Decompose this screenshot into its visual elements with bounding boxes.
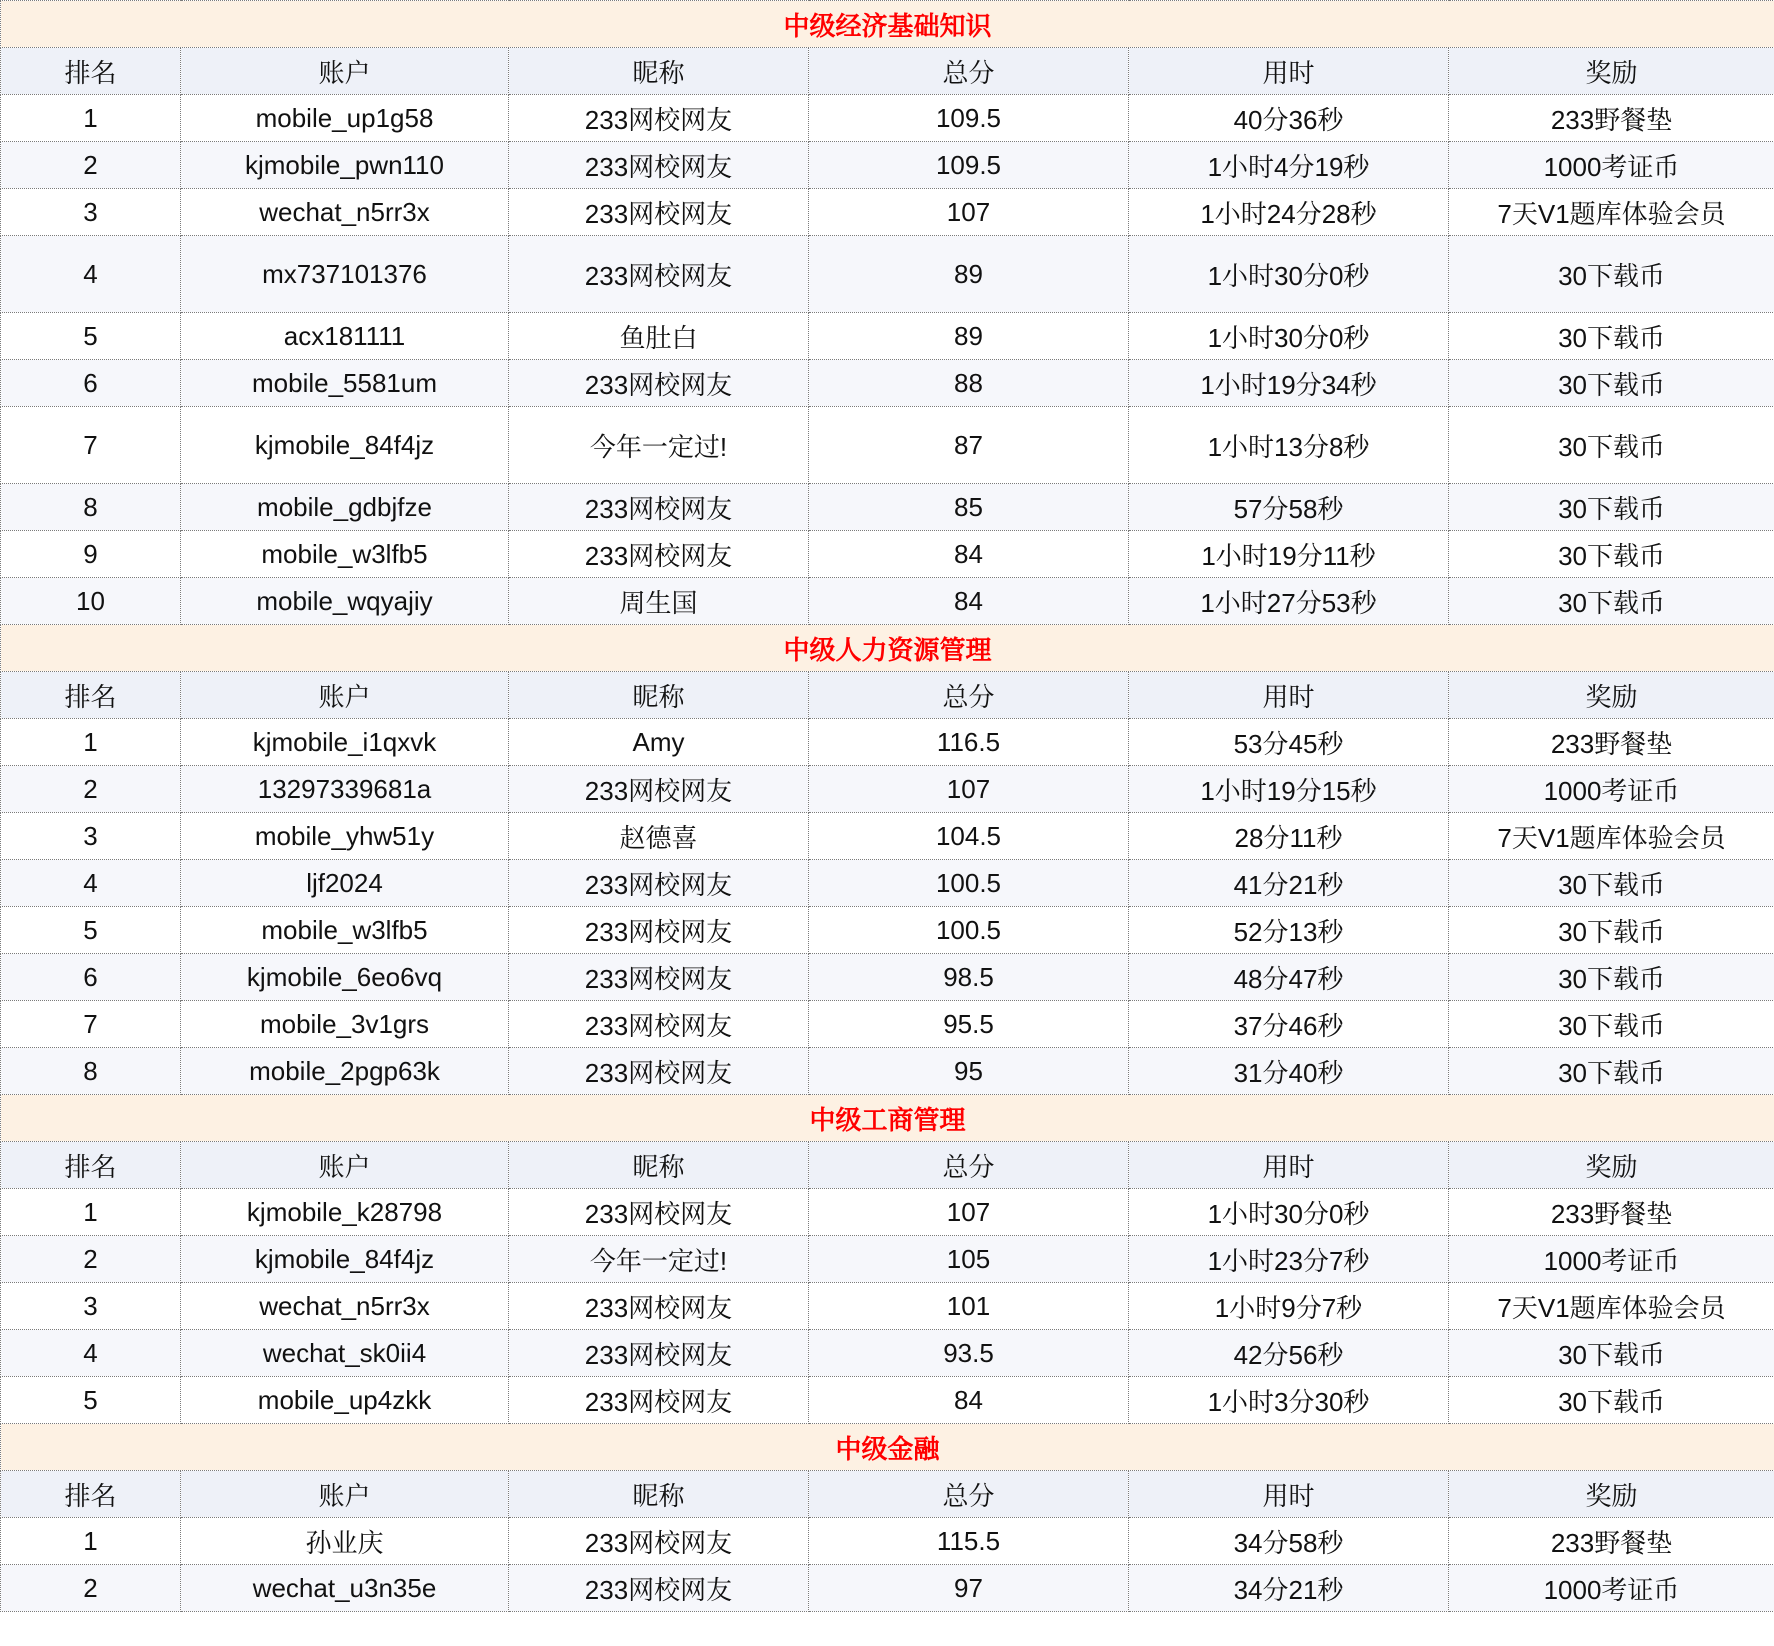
cell-score: 95.5: [809, 1001, 1129, 1048]
column-header-rank: 排名: [1, 48, 181, 95]
cell-reward: 30下载币: [1449, 578, 1774, 625]
cell-time: 34分21秒: [1129, 1565, 1449, 1612]
cell-rank: 3: [1, 189, 181, 236]
column-header-row: [1, 1142, 1774, 1189]
cell-time: 40分36秒: [1129, 95, 1449, 142]
cell-nickname: 233网校网友: [509, 860, 809, 907]
cell-time: 1小时30分0秒: [1129, 313, 1449, 360]
table-row: [1, 1377, 1774, 1424]
cell-reward: 30下载币: [1449, 954, 1774, 1001]
cell-score: 107: [809, 189, 1129, 236]
cell-time: 31分40秒: [1129, 1048, 1449, 1095]
column-header-reward: 奖励: [1449, 1471, 1774, 1518]
cell-account: ljf2024: [181, 860, 509, 907]
table-row: [1, 95, 1774, 142]
cell-account: wechat_u3n35e: [181, 1565, 509, 1612]
cell-reward: 7天V1题库体验会员: [1449, 813, 1774, 860]
cell-nickname: 鱼肚白: [509, 313, 809, 360]
cell-account: 孙业庆: [181, 1518, 509, 1565]
cell-score: 84: [809, 1377, 1129, 1424]
column-header-score: 总分: [809, 1142, 1129, 1189]
cell-nickname: 233网校网友: [509, 1330, 809, 1377]
cell-rank: 4: [1, 1330, 181, 1377]
cell-reward: 233野餐垫: [1449, 1189, 1774, 1236]
cell-reward: 30下载币: [1449, 860, 1774, 907]
cell-reward: 30下载币: [1449, 236, 1774, 313]
cell-time: 1小时30分0秒: [1129, 1189, 1449, 1236]
column-header-account: 账户: [181, 48, 509, 95]
cell-nickname: 233网校网友: [509, 142, 809, 189]
cell-account: kjmobile_pwn110: [181, 142, 509, 189]
cell-rank: 10: [1, 578, 181, 625]
column-header-row: [1, 672, 1774, 719]
cell-reward: 7天V1题库体验会员: [1449, 189, 1774, 236]
cell-rank: 9: [1, 531, 181, 578]
cell-account: mobile_3v1grs: [181, 1001, 509, 1048]
cell-account: mx737101376: [181, 236, 509, 313]
table-row: [1, 1518, 1774, 1565]
column-header-score: 总分: [809, 48, 1129, 95]
cell-score: 107: [809, 1189, 1129, 1236]
cell-score: 100.5: [809, 860, 1129, 907]
cell-reward: 233野餐垫: [1449, 1518, 1774, 1565]
cell-rank: 5: [1, 313, 181, 360]
cell-reward: 30下载币: [1449, 313, 1774, 360]
cell-rank: 6: [1, 954, 181, 1001]
cell-score: 115.5: [809, 1518, 1129, 1565]
table-row: [1, 954, 1774, 1001]
cell-reward: 1000考证币: [1449, 1236, 1774, 1283]
cell-nickname: 今年一定过!: [509, 407, 809, 484]
table-row: [1, 1189, 1774, 1236]
cell-reward: 1000考证币: [1449, 1565, 1774, 1612]
column-header-account: 账户: [181, 1471, 509, 1518]
cell-account: mobile_wqyajiy: [181, 578, 509, 625]
cell-rank: 3: [1, 813, 181, 860]
section-title: 中级工商管理: [1, 1095, 1774, 1142]
cell-account: kjmobile_k28798: [181, 1189, 509, 1236]
cell-time: 1小时19分34秒: [1129, 360, 1449, 407]
cell-nickname: 233网校网友: [509, 1565, 809, 1612]
cell-nickname: 233网校网友: [509, 360, 809, 407]
table-row: [1, 189, 1774, 236]
column-header-account: 账户: [181, 672, 509, 719]
column-header-row: [1, 1471, 1774, 1518]
cell-score: 85: [809, 484, 1129, 531]
table-row: [1, 531, 1774, 578]
cell-time: 52分13秒: [1129, 907, 1449, 954]
cell-time: 48分47秒: [1129, 954, 1449, 1001]
cell-reward: 30下载币: [1449, 531, 1774, 578]
cell-rank: 8: [1, 1048, 181, 1095]
cell-rank: 2: [1, 1236, 181, 1283]
cell-account: wechat_sk0ii4: [181, 1330, 509, 1377]
section-title: 中级金融: [1, 1424, 1774, 1471]
cell-reward: 30下载币: [1449, 407, 1774, 484]
cell-nickname: 233网校网友: [509, 766, 809, 813]
cell-time: 41分21秒: [1129, 860, 1449, 907]
cell-reward: 1000考证币: [1449, 766, 1774, 813]
cell-nickname: 233网校网友: [509, 531, 809, 578]
column-header-score: 总分: [809, 1471, 1129, 1518]
column-header-time: 用时: [1129, 48, 1449, 95]
cell-score: 88: [809, 360, 1129, 407]
cell-account: mobile_2pgp63k: [181, 1048, 509, 1095]
cell-time: 34分58秒: [1129, 1518, 1449, 1565]
cell-account: wechat_n5rr3x: [181, 189, 509, 236]
cell-score: 95: [809, 1048, 1129, 1095]
cell-reward: 30下载币: [1449, 907, 1774, 954]
cell-nickname: 233网校网友: [509, 1189, 809, 1236]
cell-reward: 30下载币: [1449, 360, 1774, 407]
table-row: [1, 142, 1774, 189]
cell-nickname: 今年一定过!: [509, 1236, 809, 1283]
column-header-reward: 奖励: [1449, 1142, 1774, 1189]
cell-score: 109.5: [809, 95, 1129, 142]
cell-nickname: 赵德喜: [509, 813, 809, 860]
cell-reward: 30下载币: [1449, 484, 1774, 531]
section-title-row: [1, 1, 1774, 48]
cell-score: 98.5: [809, 954, 1129, 1001]
cell-nickname: 233网校网友: [509, 1283, 809, 1330]
cell-account: kjmobile_84f4jz: [181, 1236, 509, 1283]
cell-time: 1小时27分53秒: [1129, 578, 1449, 625]
section-title-row: [1, 1424, 1774, 1471]
cell-time: 57分58秒: [1129, 484, 1449, 531]
cell-time: 1小时19分15秒: [1129, 766, 1449, 813]
cell-reward: 30下载币: [1449, 1377, 1774, 1424]
column-header-time: 用时: [1129, 672, 1449, 719]
cell-score: 116.5: [809, 719, 1129, 766]
cell-nickname: 233网校网友: [509, 1001, 809, 1048]
cell-nickname: 233网校网友: [509, 484, 809, 531]
cell-time: 28分11秒: [1129, 813, 1449, 860]
cell-account: kjmobile_i1qxvk: [181, 719, 509, 766]
section-title: 中级经济基础知识: [1, 1, 1774, 48]
cell-rank: 7: [1, 407, 181, 484]
cell-score: 107: [809, 766, 1129, 813]
column-header-nickname: 昵称: [509, 1142, 809, 1189]
cell-rank: 4: [1, 860, 181, 907]
cell-account: acx181111: [181, 313, 509, 360]
cell-reward: 30下载币: [1449, 1001, 1774, 1048]
cell-account: mobile_yhw51y: [181, 813, 509, 860]
table-row: [1, 313, 1774, 360]
cell-time: 1小时30分0秒: [1129, 236, 1449, 313]
cell-rank: 1: [1, 1518, 181, 1565]
cell-time: 1小时4分19秒: [1129, 142, 1449, 189]
column-header-reward: 奖励: [1449, 48, 1774, 95]
table-row: [1, 1283, 1774, 1330]
table-row: [1, 813, 1774, 860]
cell-account: mobile_gdbjfze: [181, 484, 509, 531]
cell-nickname: 233网校网友: [509, 1518, 809, 1565]
cell-nickname: 233网校网友: [509, 236, 809, 313]
section-title-row: [1, 625, 1774, 672]
table-row: [1, 407, 1774, 484]
column-header-reward: 奖励: [1449, 672, 1774, 719]
column-header-nickname: 昵称: [509, 48, 809, 95]
cell-time: 53分45秒: [1129, 719, 1449, 766]
cell-time: 1小时13分8秒: [1129, 407, 1449, 484]
cell-score: 89: [809, 236, 1129, 313]
cell-nickname: 233网校网友: [509, 95, 809, 142]
table-row: [1, 860, 1774, 907]
cell-reward: 233野餐垫: [1449, 719, 1774, 766]
table-row: [1, 719, 1774, 766]
cell-time: 1小时24分28秒: [1129, 189, 1449, 236]
cell-time: 1小时9分7秒: [1129, 1283, 1449, 1330]
cell-account: mobile_up1g58: [181, 95, 509, 142]
cell-rank: 2: [1, 1565, 181, 1612]
cell-nickname: 233网校网友: [509, 189, 809, 236]
cell-rank: 2: [1, 142, 181, 189]
cell-account: mobile_up4zkk: [181, 1377, 509, 1424]
cell-score: 93.5: [809, 1330, 1129, 1377]
cell-nickname: 233网校网友: [509, 1048, 809, 1095]
column-header-time: 用时: [1129, 1471, 1449, 1518]
cell-time: 37分46秒: [1129, 1001, 1449, 1048]
cell-account: kjmobile_84f4jz: [181, 407, 509, 484]
cell-score: 104.5: [809, 813, 1129, 860]
cell-nickname: 周生国: [509, 578, 809, 625]
cell-score: 84: [809, 531, 1129, 578]
cell-score: 97: [809, 1565, 1129, 1612]
cell-reward: 30下载币: [1449, 1048, 1774, 1095]
cell-nickname: 233网校网友: [509, 907, 809, 954]
cell-rank: 5: [1, 1377, 181, 1424]
table-row: [1, 484, 1774, 531]
column-header-score: 总分: [809, 672, 1129, 719]
section-title-row: [1, 1095, 1774, 1142]
cell-account: 13297339681a: [181, 766, 509, 813]
cell-rank: 5: [1, 907, 181, 954]
cell-reward: 1000考证币: [1449, 142, 1774, 189]
table-row: [1, 766, 1774, 813]
cell-time: 1小时3分30秒: [1129, 1377, 1449, 1424]
column-header-nickname: 昵称: [509, 672, 809, 719]
cell-rank: 4: [1, 236, 181, 313]
column-header-nickname: 昵称: [509, 1471, 809, 1518]
table-row: [1, 1001, 1774, 1048]
cell-score: 84: [809, 578, 1129, 625]
cell-score: 100.5: [809, 907, 1129, 954]
cell-score: 89: [809, 313, 1129, 360]
cell-nickname: 233网校网友: [509, 954, 809, 1001]
table-row: [1, 1048, 1774, 1095]
table-row: [1, 1565, 1774, 1612]
column-header-rank: 排名: [1, 1142, 181, 1189]
cell-reward: 7天V1题库体验会员: [1449, 1283, 1774, 1330]
cell-score: 105: [809, 1236, 1129, 1283]
table-row: [1, 578, 1774, 625]
column-header-rank: 排名: [1, 1471, 181, 1518]
cell-account: mobile_w3lfb5: [181, 907, 509, 954]
cell-account: kjmobile_6eo6vq: [181, 954, 509, 1001]
cell-rank: 7: [1, 1001, 181, 1048]
column-header-account: 账户: [181, 1142, 509, 1189]
cell-nickname: Amy: [509, 719, 809, 766]
cell-rank: 1: [1, 1189, 181, 1236]
column-header-rank: 排名: [1, 672, 181, 719]
cell-rank: 8: [1, 484, 181, 531]
column-header-time: 用时: [1129, 1142, 1449, 1189]
cell-score: 109.5: [809, 142, 1129, 189]
cell-rank: 2: [1, 766, 181, 813]
cell-account: wechat_n5rr3x: [181, 1283, 509, 1330]
cell-score: 101: [809, 1283, 1129, 1330]
table-row: [1, 1330, 1774, 1377]
cell-account: mobile_5581um: [181, 360, 509, 407]
cell-nickname: 233网校网友: [509, 1377, 809, 1424]
cell-time: 42分56秒: [1129, 1330, 1449, 1377]
table-row: [1, 1236, 1774, 1283]
column-header-row: [1, 48, 1774, 95]
cell-rank: 3: [1, 1283, 181, 1330]
table-row: [1, 360, 1774, 407]
cell-time: 1小时23分7秒: [1129, 1236, 1449, 1283]
cell-score: 87: [809, 407, 1129, 484]
table-row: [1, 236, 1774, 313]
cell-reward: 233野餐垫: [1449, 95, 1774, 142]
table-row: [1, 907, 1774, 954]
cell-account: mobile_w3lfb5: [181, 531, 509, 578]
cell-rank: 1: [1, 719, 181, 766]
cell-time: 1小时19分11秒: [1129, 531, 1449, 578]
cell-rank: 6: [1, 360, 181, 407]
cell-reward: 30下载币: [1449, 1330, 1774, 1377]
section-title: 中级人力资源管理: [1, 625, 1774, 672]
cell-rank: 1: [1, 95, 181, 142]
